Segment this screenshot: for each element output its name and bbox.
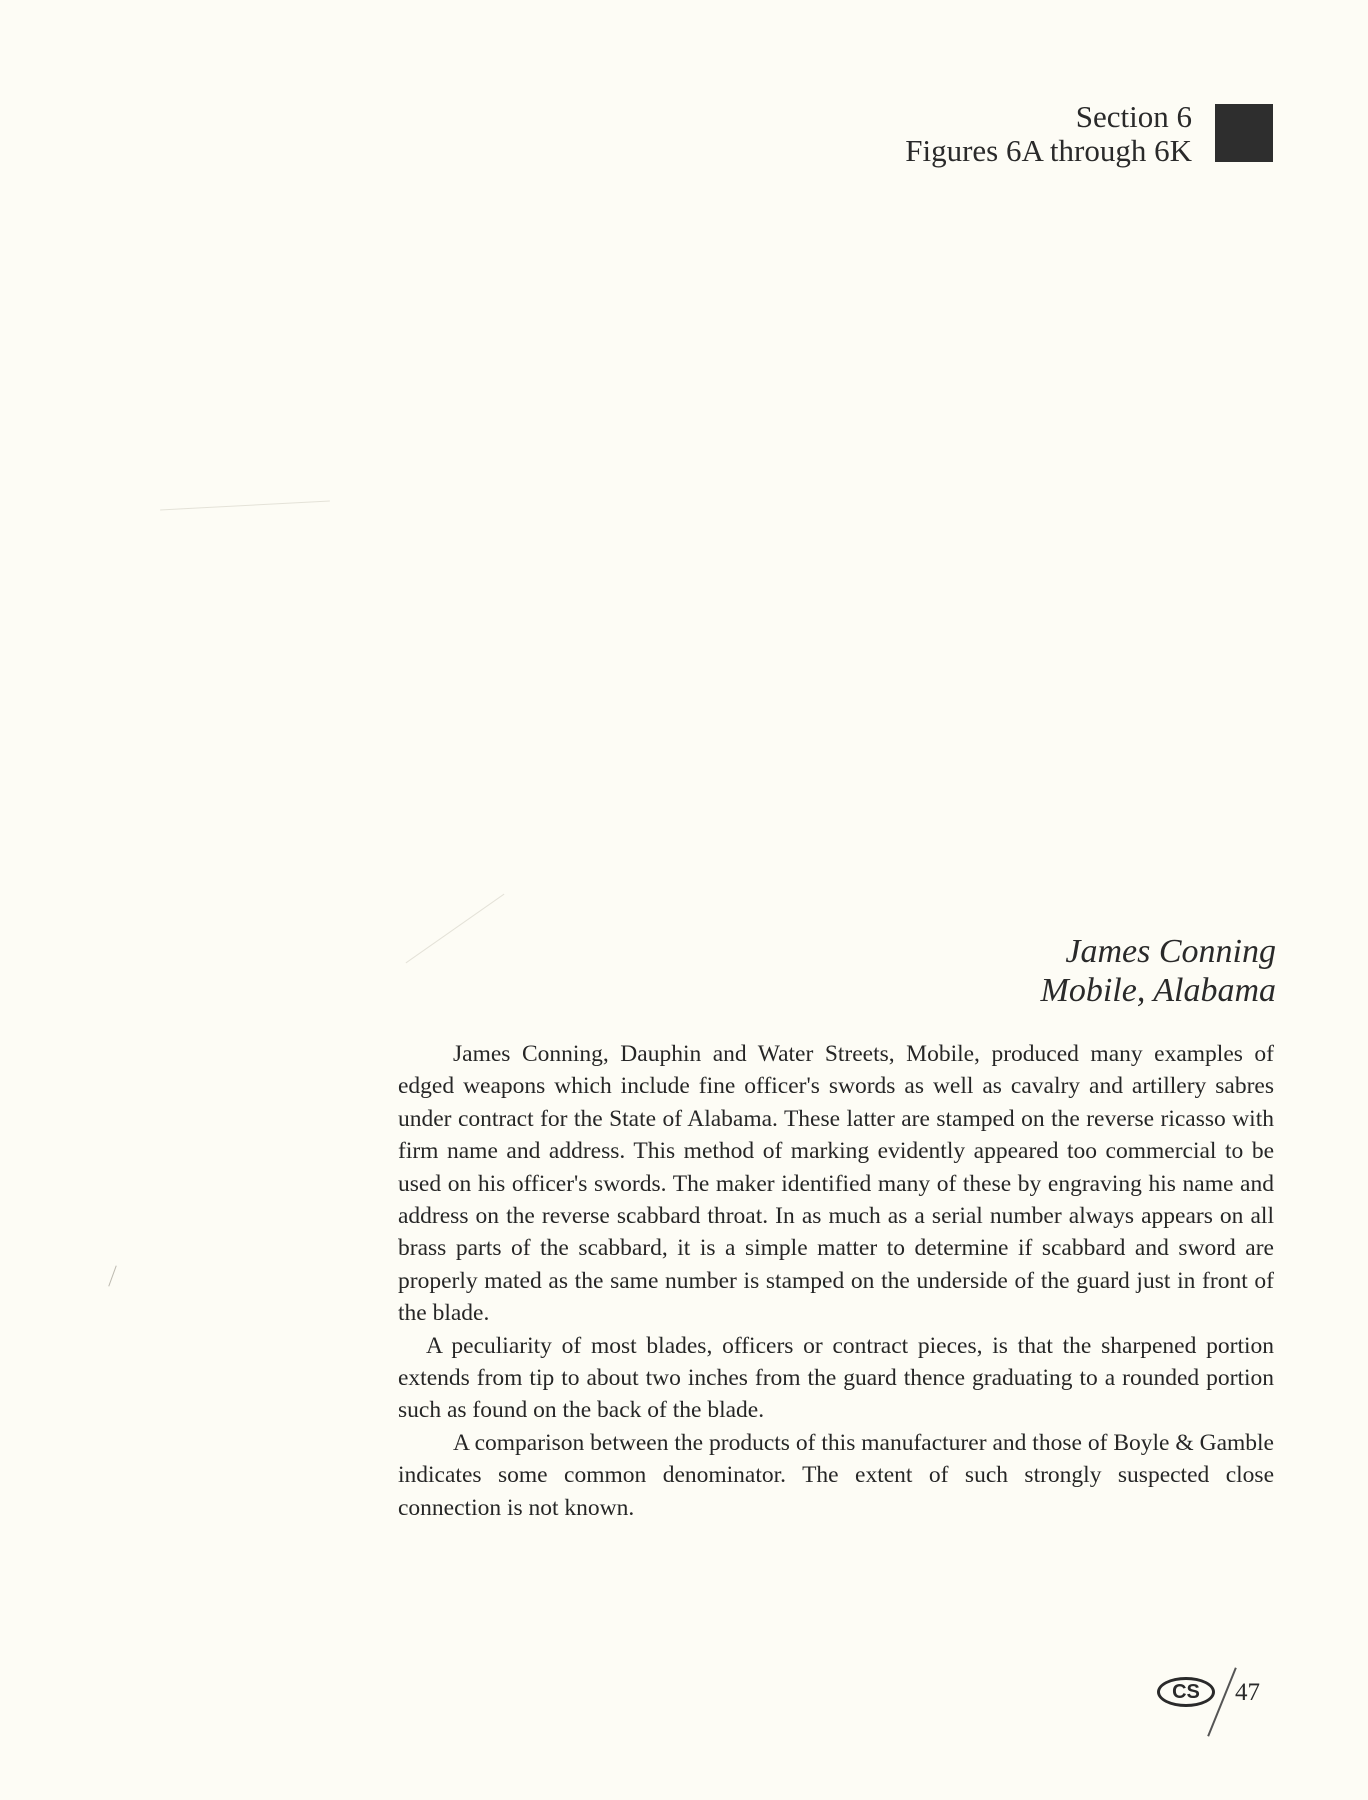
page-number: 47 [1235, 1679, 1260, 1706]
scan-mark [160, 501, 330, 511]
scan-mark [406, 894, 505, 964]
scan-mark [108, 1265, 116, 1286]
cs-logo: CS [1157, 1677, 1215, 1707]
paragraph: A comparison between the products of this manufacturer and those of Boyle & Gamble indicates some common denominator. The extent of such strongly suspected close connection is not known. [398, 1429, 1274, 1521]
section-tab-marker [1215, 104, 1273, 162]
paragraph: James Conning, Dauphin and Water Streets, Mobile, produced many examples of edged weapons which include fine officer's swords as well as cavalry and artillery sabres under contract for the State of Alabama. These latter are stamped on the reverse ricasso with firm name and address. This method of marking evidently appeared too commercial to be used on his officer's swords. The maker identified many of these by engraving his name and address on the reverse scabbard throat. In as much as a serial number always appears on all brass parts of the scabbard, it is a simple matter to determine if scabbard and sword are properly mated as the same number is stamped on the underside of the guard just in front of the blade. [398, 1041, 1274, 1327]
article-body [398, 1038, 1274, 1524]
section-label: Section 6 [1075, 99, 1192, 134]
page-folio [1157, 1665, 1277, 1745]
title-name: James Conning [1065, 933, 1276, 970]
figures-label: Figures 6A through 6K [905, 133, 1192, 168]
folio-divider [1207, 1667, 1237, 1736]
paragraph: A peculiarity of most blades, officers or contract pieces, is that the sharpened portion extends from tip to about two inches from the guard thence graduating to a rounded portion such as found on the back of the blade. [398, 1332, 1274, 1424]
section-header [772, 100, 1192, 168]
title-location: Mobile, Alabama [1040, 972, 1276, 1009]
article-title [776, 932, 1276, 1010]
